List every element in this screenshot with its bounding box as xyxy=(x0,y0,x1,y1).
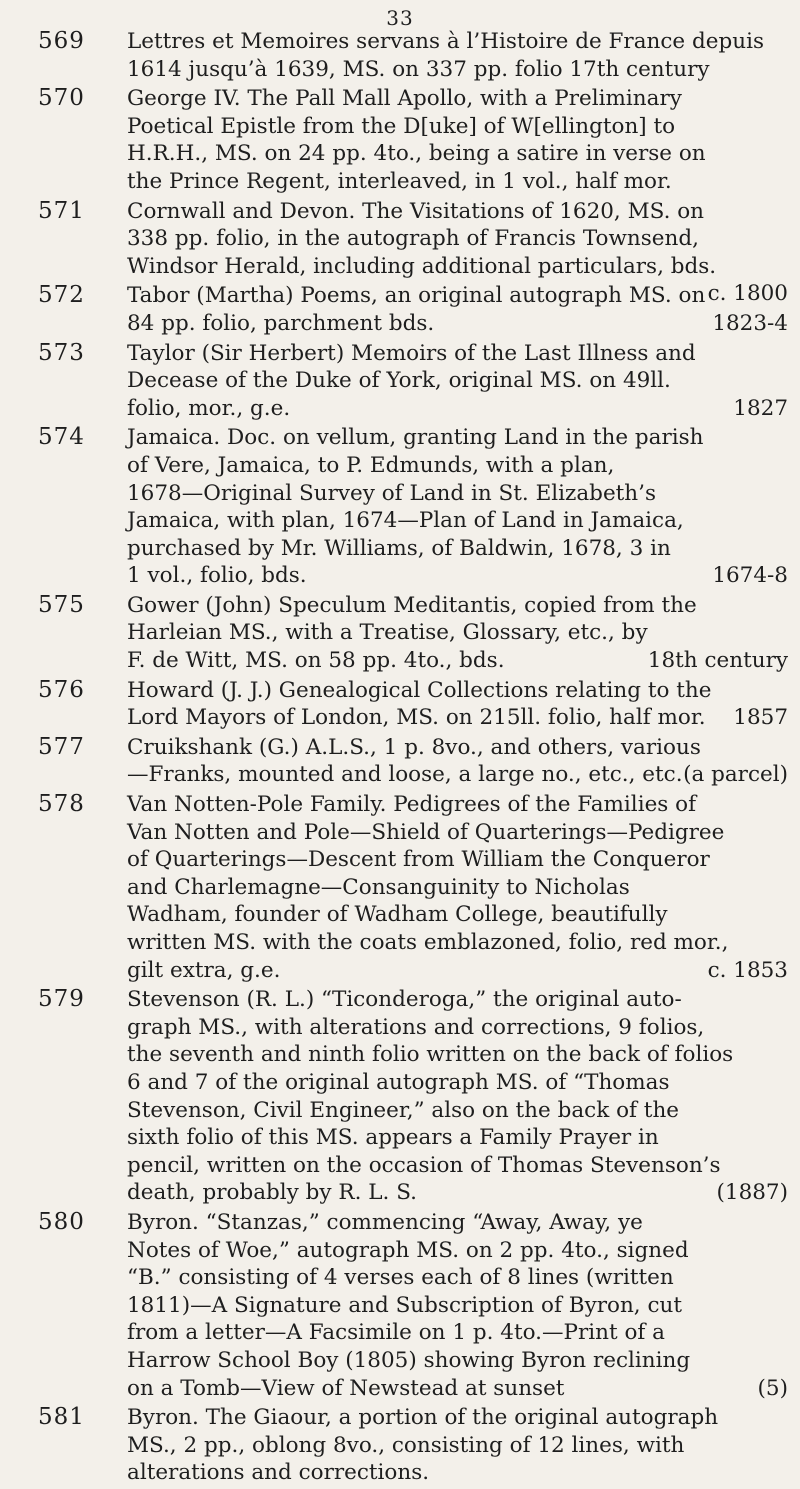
entry-line-text: —Franks, mounted and loose, a large no., etc., etc. xyxy=(127,762,683,788)
entry-line xyxy=(127,846,788,874)
entry-line xyxy=(127,424,788,452)
entry-line xyxy=(127,140,788,168)
catalogue-entry xyxy=(0,986,800,1207)
entry-line xyxy=(127,198,788,226)
entry-line xyxy=(127,957,788,985)
entry-line-text: gilt extra, g.e. xyxy=(127,957,281,983)
lot-number: 569 xyxy=(38,28,85,54)
catalogue-entry xyxy=(0,424,800,590)
entry-line-text: pencil, written on the occasion of Thomas Stevenson’s xyxy=(127,1152,721,1178)
entry-line xyxy=(127,1264,788,1292)
entry-line xyxy=(127,1179,788,1207)
catalogue-entry xyxy=(0,1209,800,1402)
entry-line-text: folio, mor., g.e. xyxy=(127,395,291,421)
catalogue-entry xyxy=(0,791,800,984)
entry-date: (5) xyxy=(757,1375,788,1401)
entry-line xyxy=(127,28,788,56)
lot-number: 573 xyxy=(38,339,85,366)
entry-line-text: Cruikshank (G.) A.L.S., 1 p. 8vo., and others, various xyxy=(127,734,701,760)
lot-number: 580 xyxy=(38,1208,85,1235)
entry-line xyxy=(127,225,788,253)
entry-date: c. 1853 xyxy=(707,957,788,983)
entry-line-text: alterations and corrections. xyxy=(127,1460,430,1486)
entry-line-text: Byron. “Stanzas,” commencing “Away, Away, ye xyxy=(127,1209,643,1235)
entry-line xyxy=(127,56,788,84)
catalogue-entry xyxy=(0,592,800,675)
entry-line xyxy=(127,1041,788,1069)
entry-line xyxy=(127,929,788,957)
entry-line xyxy=(127,1459,788,1487)
catalogue-entry xyxy=(0,282,800,337)
entry-line xyxy=(127,395,788,423)
entry-line-text: Van Notten and Pole—Shield of Quarterings—Pedigree xyxy=(127,819,725,845)
entry-line-text: purchased by Mr. Williams, of Baldwin, 1678, 3 in xyxy=(127,535,671,561)
entry-line xyxy=(127,85,788,113)
entry-line xyxy=(127,1347,788,1375)
entry-line-text: graph MS., with alterations and corrections, 9 folios, xyxy=(127,1014,705,1040)
page-number: 33 xyxy=(386,6,414,30)
entry-line-text: the Prince Regent, interleaved, in 1 vol., half mor. xyxy=(127,168,672,194)
entry-line xyxy=(127,562,788,590)
entry-date: 1823-4 xyxy=(712,310,788,336)
entry-date: c. 1800 xyxy=(707,281,788,307)
entry-line xyxy=(127,1069,788,1097)
catalogue-entry xyxy=(0,677,800,732)
entry-line-text: Cornwall and Devon. The Visitations of 1620, MS. on xyxy=(127,198,705,224)
lot-number: 578 xyxy=(38,791,85,818)
entry-line-text: Lettres et Memoires servans à l’Histoire de France depuis xyxy=(127,29,764,54)
entry-line-text: 1614 jusqu’à 1639, MS. on 337 pp. folio 17th century xyxy=(127,56,710,82)
entry-line-text: 1811)—A Signature and Subscription of Byron, cut xyxy=(127,1292,683,1318)
entry-line xyxy=(127,791,788,819)
entry-line-text: Stevenson, Civil Engineer,” also on the back of the xyxy=(127,1097,680,1123)
entry-line xyxy=(127,1432,788,1460)
entry-line xyxy=(127,619,788,647)
lot-number: 581 xyxy=(38,1404,85,1431)
entry-line xyxy=(127,535,788,563)
entry-line xyxy=(127,507,788,535)
entry-line-text: written MS. with the coats emblazoned, folio, red mor., xyxy=(127,930,729,955)
entry-line-text: Jamaica, with plan, 1674—Plan of Land in Jamaica, xyxy=(127,508,684,534)
entry-line-text: sixth folio of this MS. appears a Family Prayer in xyxy=(127,1125,659,1151)
entry-line-text: of Quarterings—Descent from William the Conqueror xyxy=(127,847,710,873)
entry-date: 1857 xyxy=(733,705,788,731)
entry-line-text: 1678—Original Survey of Land in St. Elizabeth’s xyxy=(127,480,657,506)
entry-line xyxy=(127,113,788,141)
entry-line xyxy=(127,1152,788,1180)
entry-line xyxy=(127,704,788,732)
entry-line-text: “B.” consisting of 4 verses each of 8 lines (written xyxy=(127,1265,674,1291)
entry-line-text: Notes of Woe,” autograph MS. on 2 pp. 4to., signed xyxy=(127,1237,689,1263)
entry-line xyxy=(127,1292,788,1320)
entry-line-text: Jamaica. Doc. on vellum, granting Land in the parish xyxy=(127,425,704,451)
catalogue-entry xyxy=(0,28,800,83)
entry-line xyxy=(127,1319,788,1347)
entry-line-text: from a letter—A Facsimile on 1 p. 4to.—Print of a xyxy=(127,1320,666,1346)
entry-date: 1827 xyxy=(733,395,788,421)
entry-line-text: 1 vol., folio, bds. xyxy=(127,563,307,589)
entry-line xyxy=(127,340,788,368)
entry-line xyxy=(127,1375,788,1403)
entry-line-text: George IV. The Pall Mall Apollo, with a Preliminary xyxy=(127,86,682,112)
entry-line-text: F. de Witt, MS. on 58 pp. 4to., bds. xyxy=(127,648,505,674)
entry-line xyxy=(127,1209,788,1237)
entry-line-text: Byron. The Giaour, a portion of the original autograph xyxy=(127,1405,719,1431)
lot-number: 571 xyxy=(38,197,85,224)
entry-line-text: the seventh and ninth folio written on the back of folios xyxy=(127,1042,734,1068)
entry-line xyxy=(127,282,788,310)
entry-date: (1887) xyxy=(716,1180,788,1206)
entry-line xyxy=(127,1097,788,1125)
entry-line-text: death, probably by R. L. S. xyxy=(127,1180,417,1206)
lot-number: 577 xyxy=(38,733,85,760)
entry-line xyxy=(127,592,788,620)
entry-line xyxy=(127,819,788,847)
entry-line-text: Poetical Epistle from the D[uke] of W[ellington] to xyxy=(127,113,676,139)
entry-line xyxy=(127,168,788,196)
entry-line-text: Howard (J. J.) Genealogical Collections relating to the xyxy=(127,677,712,703)
entry-line-text: 338 pp. folio, in the autograph of Francis Townsend, xyxy=(127,226,699,252)
entry-line xyxy=(127,1404,788,1432)
entry-line-text: Stevenson (R. L.) “Ticonderoga,” the original auto- xyxy=(127,987,682,1013)
entry-line-text: Lord Mayors of London, MS. on 215ll. folio, half mor. xyxy=(127,705,706,731)
entry-date: 1674-8 xyxy=(712,563,788,589)
entry-line-text: 6 and 7 of the original autograph MS. of “Thomas xyxy=(127,1069,670,1095)
lot-number: 570 xyxy=(38,85,85,112)
entry-line xyxy=(127,647,788,675)
entry-line-text: H.R.H., MS. on 24 pp. 4to., being a satire in verse on xyxy=(127,141,706,167)
entry-line-text: Taylor (Sir Herbert) Memoirs of the Last Illness and xyxy=(127,340,696,366)
entry-line xyxy=(127,310,788,338)
entry-line xyxy=(127,734,788,762)
entry-line-text: Tabor (Martha) Poems, an original autograph MS. on xyxy=(127,283,706,309)
lot-number: 575 xyxy=(38,591,85,618)
entry-line-text: Van Notten-Pole Family. Pedigrees of the Families of xyxy=(127,792,697,818)
entry-line xyxy=(127,480,788,508)
entry-line xyxy=(127,1237,788,1265)
entry-line-text: Harrow School Boy (1805) showing Byron reclining xyxy=(127,1347,691,1373)
entry-line-text: Windsor Herald, including additional particulars, bds. xyxy=(127,253,717,279)
entry-line xyxy=(127,367,788,395)
catalogue-entry xyxy=(0,1404,800,1487)
catalogue-entry xyxy=(0,734,800,789)
lot-number: 574 xyxy=(38,424,85,451)
entry-line-text: Wadham, founder of Wadham College, beautifully xyxy=(127,902,668,928)
entry-line-text: Decease of the Duke of York, original MS. on 49ll. xyxy=(127,368,671,394)
entry-line xyxy=(127,677,788,705)
entry-line-text: MS., 2 pp., oblong 8vo., consisting of 12 lines, with xyxy=(127,1432,685,1458)
entry-date: 18th century xyxy=(647,648,788,674)
entry-line xyxy=(127,1014,788,1042)
catalogue-entries xyxy=(0,28,800,1489)
lot-number: 572 xyxy=(38,282,85,309)
catalogue-entry xyxy=(0,85,800,195)
entry-line xyxy=(127,452,788,480)
entry-date: (a parcel) xyxy=(683,762,788,788)
entry-line xyxy=(127,986,788,1014)
lot-number: 579 xyxy=(38,986,85,1013)
entry-line-text: on a Tomb—View of Newstead at sunset xyxy=(127,1375,565,1401)
entry-line-text: and Charlemagne—Consanguinity to Nicholas xyxy=(127,874,630,900)
entry-line xyxy=(127,901,788,929)
entry-line-text: 84 pp. folio, parchment bds. xyxy=(127,310,435,336)
entry-line xyxy=(127,761,788,789)
lot-number: 576 xyxy=(38,676,85,703)
entry-line-text: of Vere, Jamaica, to P. Edmunds, with a plan, xyxy=(127,452,615,478)
entry-line xyxy=(127,874,788,902)
entry-line xyxy=(127,1124,788,1152)
catalogue-entry xyxy=(0,340,800,423)
entry-line-text: Gower (John) Speculum Meditantis, copied from the xyxy=(127,592,697,618)
entry-line-text: Harleian MS., with a Treatise, Glossary, etc., by xyxy=(127,620,648,646)
